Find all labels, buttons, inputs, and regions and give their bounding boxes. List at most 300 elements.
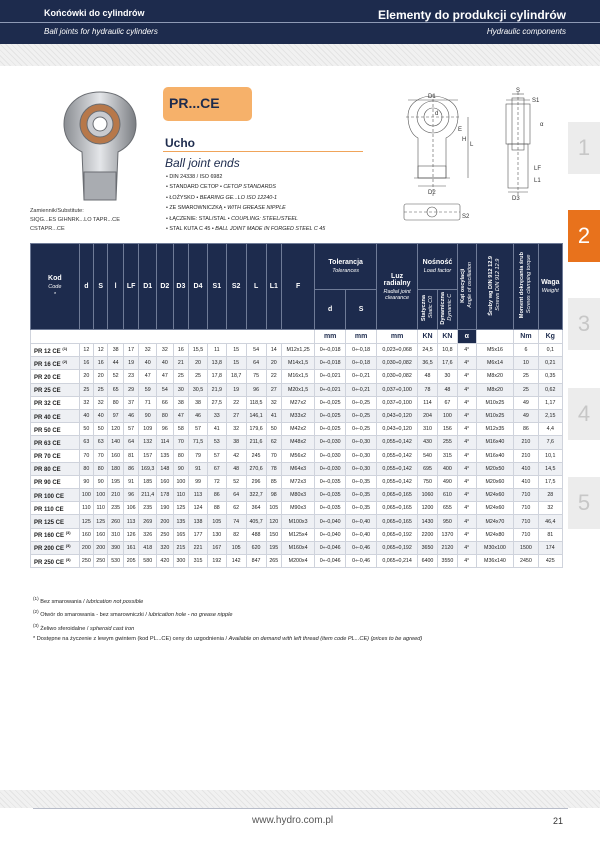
table-cell: M64x3 [282, 462, 315, 475]
table-row [31, 541, 563, 554]
table-cell: 16 [173, 344, 188, 357]
table-cell: 33 [207, 409, 226, 422]
table-cell: 1500 [514, 541, 538, 554]
table-cell: 14 [266, 344, 281, 357]
table-cell: 25 [514, 383, 538, 396]
table-cell: 174 [538, 541, 562, 554]
table-cell: 67 [437, 396, 457, 409]
label-d2: D2 [428, 190, 436, 196]
table-cell: 488 [246, 528, 266, 541]
table-cell: 100 [94, 489, 108, 502]
table-cell: 90 [94, 475, 108, 488]
table-row [31, 528, 563, 541]
table-cell: 1200 [418, 502, 438, 515]
table-cell: 210 [108, 489, 123, 502]
table-cell: 245 [246, 449, 266, 462]
table-cell: 29 [123, 383, 138, 396]
table-cell: 27 [266, 383, 281, 396]
table-cell: 4° [457, 475, 476, 488]
col-dynamic: Dynamiczna Dynamic C [437, 290, 457, 330]
label-e: E [458, 127, 463, 133]
table-cell: 32 [94, 396, 108, 409]
table-cell: 0÷-0,025 [315, 423, 346, 436]
col-screws: Śruby wg DIN 912 12.9 Screws DIN 912 12.9 [476, 244, 514, 330]
table-cell: 0÷-0,35 [346, 475, 377, 488]
table-cell: 146,1 [246, 409, 266, 422]
table-cell: 0,043÷0,120 [377, 409, 418, 422]
specs-table-body [31, 344, 563, 568]
substitute-note [30, 207, 120, 234]
table-cell: 270,6 [246, 462, 266, 475]
table-cell: 0÷-0,25 [346, 409, 377, 422]
table-cell: 105 [266, 502, 281, 515]
table-cell: 74 [226, 515, 246, 528]
table-cell: M200x4 [282, 555, 315, 568]
col-weight: Waga Weight [538, 244, 562, 330]
table-cell: 0,055÷0,142 [377, 475, 418, 488]
feature-item: • ŁĄCZENIE: STAL/STAL • COUPLING: STEEL/STEEL [166, 214, 325, 224]
table-cell: 80 [94, 462, 108, 475]
label-s: S [516, 88, 521, 94]
row-code: PR 40 CE [31, 409, 80, 422]
table-cell: 200 [94, 541, 108, 554]
website-link[interactable]: www.hydro.com.pl [252, 815, 334, 826]
table-cell: 105 [226, 541, 246, 554]
footnotes [33, 594, 422, 645]
header-divider-right [360, 22, 600, 23]
unit-cell: α [457, 330, 476, 344]
table-row [31, 515, 563, 528]
table-row [31, 370, 563, 383]
label-alpha: α [540, 122, 544, 128]
table-row [31, 423, 563, 436]
col-clearance: Luz radialny Radial joint clearance [377, 244, 418, 330]
table-cell: 75 [246, 370, 266, 383]
table-cell: 310 [418, 423, 438, 436]
table-cell: 37 [123, 396, 138, 409]
table-cell: 118,5 [246, 396, 266, 409]
table-cell: 710 [514, 515, 538, 528]
table-cell: M6x14 [476, 357, 514, 370]
table-cell: 165 [173, 528, 188, 541]
tab-5[interactable]: 5 [568, 477, 600, 529]
table-cell: 410 [514, 462, 538, 475]
table-cell: 58 [173, 423, 188, 436]
table-row [31, 502, 563, 515]
table-row [31, 489, 563, 502]
table-cell: 110 [173, 489, 188, 502]
table-cell: M10x25 [476, 396, 514, 409]
table-cell: M48x2 [282, 436, 315, 449]
table-cell: 0,037÷0,100 [377, 396, 418, 409]
catalog-subtitle: Hydraulic components [486, 27, 566, 36]
table-row [31, 475, 563, 488]
table-cell: 192 [207, 555, 226, 568]
table-cell: 300 [173, 555, 188, 568]
table-row [31, 344, 563, 357]
row-code: PR 125 CE [31, 515, 80, 528]
table-cell: 178 [157, 489, 174, 502]
table-cell: 17,8 [207, 370, 226, 383]
table-cell: 81 [123, 449, 138, 462]
table-cell: 0÷-0,030 [315, 436, 346, 449]
table-cell: 12 [79, 344, 93, 357]
table-cell: 14,5 [538, 462, 562, 475]
table-cell: 18,7 [226, 370, 246, 383]
table-cell: 4° [457, 515, 476, 528]
table-cell: 0÷-0,25 [346, 396, 377, 409]
table-cell: 88 [207, 502, 226, 515]
header-right [360, 0, 600, 44]
table-row [31, 462, 563, 475]
table-cell: 420 [157, 555, 174, 568]
table-cell: 47 [173, 409, 188, 422]
table-cell: 425 [538, 555, 562, 568]
table-cell: 46 [123, 409, 138, 422]
table-row [31, 396, 563, 409]
table-cell: M24x60 [476, 489, 514, 502]
table-cell: 19 [123, 357, 138, 370]
series-title: PR...CE [169, 95, 220, 111]
table-cell: 0,055÷0,142 [377, 462, 418, 475]
table-cell: 0÷-0,21 [346, 370, 377, 383]
col-l1: L1 [266, 244, 281, 330]
table-cell: 135 [173, 515, 188, 528]
col-d4: D4 [189, 244, 208, 330]
table-cell: 0,043÷0,120 [377, 423, 418, 436]
table-cell: 90 [139, 409, 157, 422]
table-cell: 0÷-0,35 [346, 502, 377, 515]
table-cell: 540 [418, 449, 438, 462]
col-angle: Kąt oscylacji Angle of oscillation [457, 244, 476, 330]
col-kod: Kod Code * [31, 244, 80, 330]
table-cell: 130 [207, 528, 226, 541]
table-cell: 0,065÷0,165 [377, 515, 418, 528]
table-cell: 125 [173, 502, 188, 515]
table-cell: 322,7 [246, 489, 266, 502]
table-cell: 150 [266, 528, 281, 541]
table-cell: 20 [79, 370, 93, 383]
col-s: S [94, 244, 108, 330]
table-cell: 49 [514, 396, 538, 409]
table-cell: 125 [94, 515, 108, 528]
table-cell: 16 [79, 357, 93, 370]
tab-3[interactable]: 3 [568, 298, 600, 350]
table-cell: 0,037÷0,100 [377, 383, 418, 396]
row-code: PR 20 CE [31, 370, 80, 383]
table-cell: 364 [246, 502, 266, 515]
table-cell: 85 [266, 475, 281, 488]
table-cell: 99 [189, 475, 208, 488]
table-cell: 0÷-0,030 [315, 462, 346, 475]
table-cell: 71,5 [189, 436, 208, 449]
table-cell: 15 [226, 344, 246, 357]
col-d: d [79, 244, 93, 330]
table-cell: 70 [94, 449, 108, 462]
table-cell: M90x3 [282, 502, 315, 515]
table-cell: 390 [108, 541, 123, 554]
table-cell: 6 [514, 344, 538, 357]
table-cell: 0÷-0,46 [346, 541, 377, 554]
unit-cell: mm [315, 330, 346, 344]
table-cell: M27x2 [282, 396, 315, 409]
table-cell: 19 [226, 383, 246, 396]
table-cell: 2200 [418, 528, 438, 541]
substitute-line-1: SIQG...ES GIHNRK...LO TAPR...CE [30, 217, 120, 223]
specs-table [30, 243, 563, 568]
footnote: * Dostępne na życzenie z lewym gwintem (kod PL...CE) ceny do uzgodnienia / Available on demand with left thread (item code PL...CE) (prices to be agreed) [33, 636, 423, 643]
col-d2: D2 [157, 244, 174, 330]
tab-1[interactable]: 1 [568, 122, 600, 174]
table-cell: 4° [457, 344, 476, 357]
table-cell: 0,023÷0,068 [377, 344, 418, 357]
table-cell: 81 [538, 528, 562, 541]
unit-cell [476, 330, 514, 344]
table-cell: 710 [514, 528, 538, 541]
table-cell: 78 [266, 462, 281, 475]
col-s1: S1 [207, 244, 226, 330]
table-cell: 24,5 [418, 344, 438, 357]
table-cell: 235 [108, 502, 123, 515]
table-cell: 4° [457, 462, 476, 475]
table-cell: 315 [189, 555, 208, 568]
section-title: Końcówki do cylindrów [44, 8, 145, 18]
table-cell: 620 [246, 541, 266, 554]
table-cell: 110 [94, 502, 108, 515]
table-cell: 0÷-0,046 [315, 555, 346, 568]
catalog-title: Elementy do produkcji cylindrów [377, 8, 566, 22]
table-cell: 200 [157, 515, 174, 528]
table-cell: 0,030÷0,082 [377, 370, 418, 383]
table-cell: 80 [173, 449, 188, 462]
table-cell: 655 [437, 502, 457, 515]
table-cell: 4° [457, 436, 476, 449]
table-cell: 0,030÷0,082 [377, 357, 418, 370]
header-left [0, 0, 360, 44]
table-cell: 27 [226, 409, 246, 422]
table-cell: 185 [139, 475, 157, 488]
table-cell: 50 [266, 423, 281, 436]
table-cell: 418 [139, 541, 157, 554]
table-cell: 72 [207, 475, 226, 488]
label-d: d [435, 111, 439, 117]
row-code: PR 110 CE [31, 502, 80, 515]
table-cell: 20 [189, 357, 208, 370]
table-cell: 530 [108, 555, 123, 568]
table-cell: 44 [108, 357, 123, 370]
table-cell: 0÷-0,30 [346, 436, 377, 449]
table-cell: 132 [139, 436, 157, 449]
row-code: PR 63 CE [31, 436, 80, 449]
table-cell: M8x20 [476, 383, 514, 396]
table-cell: 4° [457, 541, 476, 554]
table-cell: 28 [538, 489, 562, 502]
table-cell: 30 [437, 370, 457, 383]
table-cell: 57 [189, 423, 208, 436]
table-cell: 17,5 [538, 475, 562, 488]
title-rule [163, 151, 363, 152]
table-cell: 25 [94, 383, 108, 396]
label-h: H [462, 137, 467, 143]
table-cell: 160 [94, 528, 108, 541]
table-cell: M10x25 [476, 409, 514, 422]
feature-item: • DIN 24338 / ISO 6982 [166, 172, 325, 182]
table-cell: 11 [207, 344, 226, 357]
unit-cell: mm [377, 330, 418, 344]
table-cell: 204 [418, 409, 438, 422]
table-cell: 195 [108, 475, 123, 488]
table-cell: 0÷-0,18 [346, 357, 377, 370]
label-s1: S1 [532, 98, 540, 104]
tab-4[interactable]: 4 [568, 388, 600, 440]
table-cell: 4° [457, 489, 476, 502]
table-cell: 0,065÷0,192 [377, 541, 418, 554]
table-cell: 179,6 [246, 423, 266, 436]
table-cell: 32 [266, 396, 281, 409]
table-cell: 0÷-0,40 [346, 528, 377, 541]
product-name: Ucho [165, 136, 195, 150]
table-cell: 0÷-0,018 [315, 344, 346, 357]
table-cell: 4° [457, 423, 476, 436]
col-torque: Moment dokręcania śrub Screws clamping torque [514, 244, 538, 330]
table-cell: M14x1,5 [282, 357, 315, 370]
col-big-l: L [246, 244, 266, 330]
row-code: PR 80 CE [31, 462, 80, 475]
table-cell: 4° [457, 449, 476, 462]
table-cell: 0,065÷0,214 [377, 555, 418, 568]
table-cell: 32 [79, 396, 93, 409]
table-cell: 124 [189, 502, 208, 515]
table-cell: 0÷-0,18 [346, 344, 377, 357]
table-cell: 67 [207, 462, 226, 475]
row-code: PR 70 CE [31, 449, 80, 462]
table-cell: 0÷-0,035 [315, 489, 346, 502]
table-cell: 0,065÷0,192 [377, 528, 418, 541]
table-cell: 157 [139, 449, 157, 462]
unit-cell: KN [418, 330, 438, 344]
table-cell: 71 [139, 396, 157, 409]
table-cell: 250 [157, 528, 174, 541]
table-cell: 30 [173, 383, 188, 396]
table-cell: 10,8 [437, 344, 457, 357]
table-cell: 25 [173, 370, 188, 383]
table-cell: 142 [226, 555, 246, 568]
table-cell: 96 [157, 423, 174, 436]
table-cell: 1430 [418, 515, 438, 528]
table-cell: 320 [157, 541, 174, 554]
table-cell: 41 [207, 423, 226, 436]
header-hatch [0, 44, 600, 66]
table-cell: 221 [189, 541, 208, 554]
table-cell: 4° [457, 502, 476, 515]
table-cell: 1060 [418, 489, 438, 502]
table-cell: 710 [514, 489, 538, 502]
tab-2[interactable]: 2 [568, 210, 600, 262]
table-cell: 4° [457, 370, 476, 383]
table-cell: 32 [226, 423, 246, 436]
table-cell: 41 [266, 409, 281, 422]
table-cell: 96 [123, 489, 138, 502]
table-cell: 0÷-0,030 [315, 449, 346, 462]
table-cell: M24x80 [476, 528, 514, 541]
table-cell: 50 [79, 423, 93, 436]
table-cell: 2,15 [538, 409, 562, 422]
table-cell: 4° [457, 383, 476, 396]
unit-cell: Nm [514, 330, 538, 344]
table-cell: 0÷-0,21 [346, 383, 377, 396]
table-cell: 750 [418, 475, 438, 488]
row-code: PR 12 CE $^{(1)}$ [31, 344, 80, 357]
col-load-factor: Nośność Load factor [418, 244, 458, 290]
table-cell: 125 [79, 515, 93, 528]
table-cell: 490 [437, 475, 457, 488]
table-cell: M80x3 [282, 489, 315, 502]
table-cell: 3550 [437, 555, 457, 568]
table-cell: 156 [437, 423, 457, 436]
table-cell: 106 [123, 502, 138, 515]
table-cell: 90 [79, 475, 93, 488]
table-cell: 57 [123, 423, 138, 436]
table-cell: 40 [157, 357, 174, 370]
table-row [31, 409, 563, 422]
table-cell: M56x2 [282, 449, 315, 462]
table-cell: M12x1,25 [282, 344, 315, 357]
unit-cell: KN [437, 330, 457, 344]
table-cell: 70 [79, 449, 93, 462]
table-cell: 48 [437, 383, 457, 396]
label-d3: D3 [512, 196, 520, 202]
table-cell: 0÷-0,40 [346, 515, 377, 528]
table-cell: 62 [226, 502, 246, 515]
units-spacer [31, 330, 315, 344]
label-l: L [470, 142, 474, 148]
table-cell: 0÷-0,046 [315, 541, 346, 554]
table-cell: 0÷-0,025 [315, 409, 346, 422]
table-cell: 59 [139, 383, 157, 396]
table-cell: 400 [437, 462, 457, 475]
table-cell: M24x60 [476, 502, 514, 515]
table-cell: 1370 [437, 528, 457, 541]
table-cell: 64 [246, 357, 266, 370]
table-cell: M72x3 [282, 475, 315, 488]
table-cell: 96 [246, 383, 266, 396]
table-cell: 80 [108, 396, 123, 409]
table-cell: M100x3 [282, 515, 315, 528]
table-cell: 0÷-0,35 [346, 489, 377, 502]
table-cell: 0,055÷0,142 [377, 436, 418, 449]
table-cell: 326 [139, 528, 157, 541]
table-cell: 70 [266, 449, 281, 462]
table-cell: M16x40 [476, 436, 514, 449]
table-cell: 695 [418, 462, 438, 475]
table-cell: 47 [157, 370, 174, 383]
table-cell: M12x35 [476, 423, 514, 436]
table-cell: 64 [123, 436, 138, 449]
table-row [31, 383, 563, 396]
table-cell: 0,055÷0,142 [377, 449, 418, 462]
table-row [31, 436, 563, 449]
table-cell: 210 [514, 449, 538, 462]
feature-item: • ŁOŻYSKO • BEARING GE...LO ISO 12240-1 [166, 193, 325, 203]
table-cell: 710 [514, 502, 538, 515]
table-cell: 82 [226, 528, 246, 541]
footnote: $^{(2)}$ Otwór do smarowania - bez smarowniczki / lubrication hole - no grease nipple [33, 609, 233, 619]
table-cell: M30x100 [476, 541, 514, 554]
col-l: l [108, 244, 123, 330]
table-cell: 21,9 [207, 383, 226, 396]
table-cell: M20x1,5 [282, 383, 315, 396]
col-tol-d: d [315, 290, 346, 330]
